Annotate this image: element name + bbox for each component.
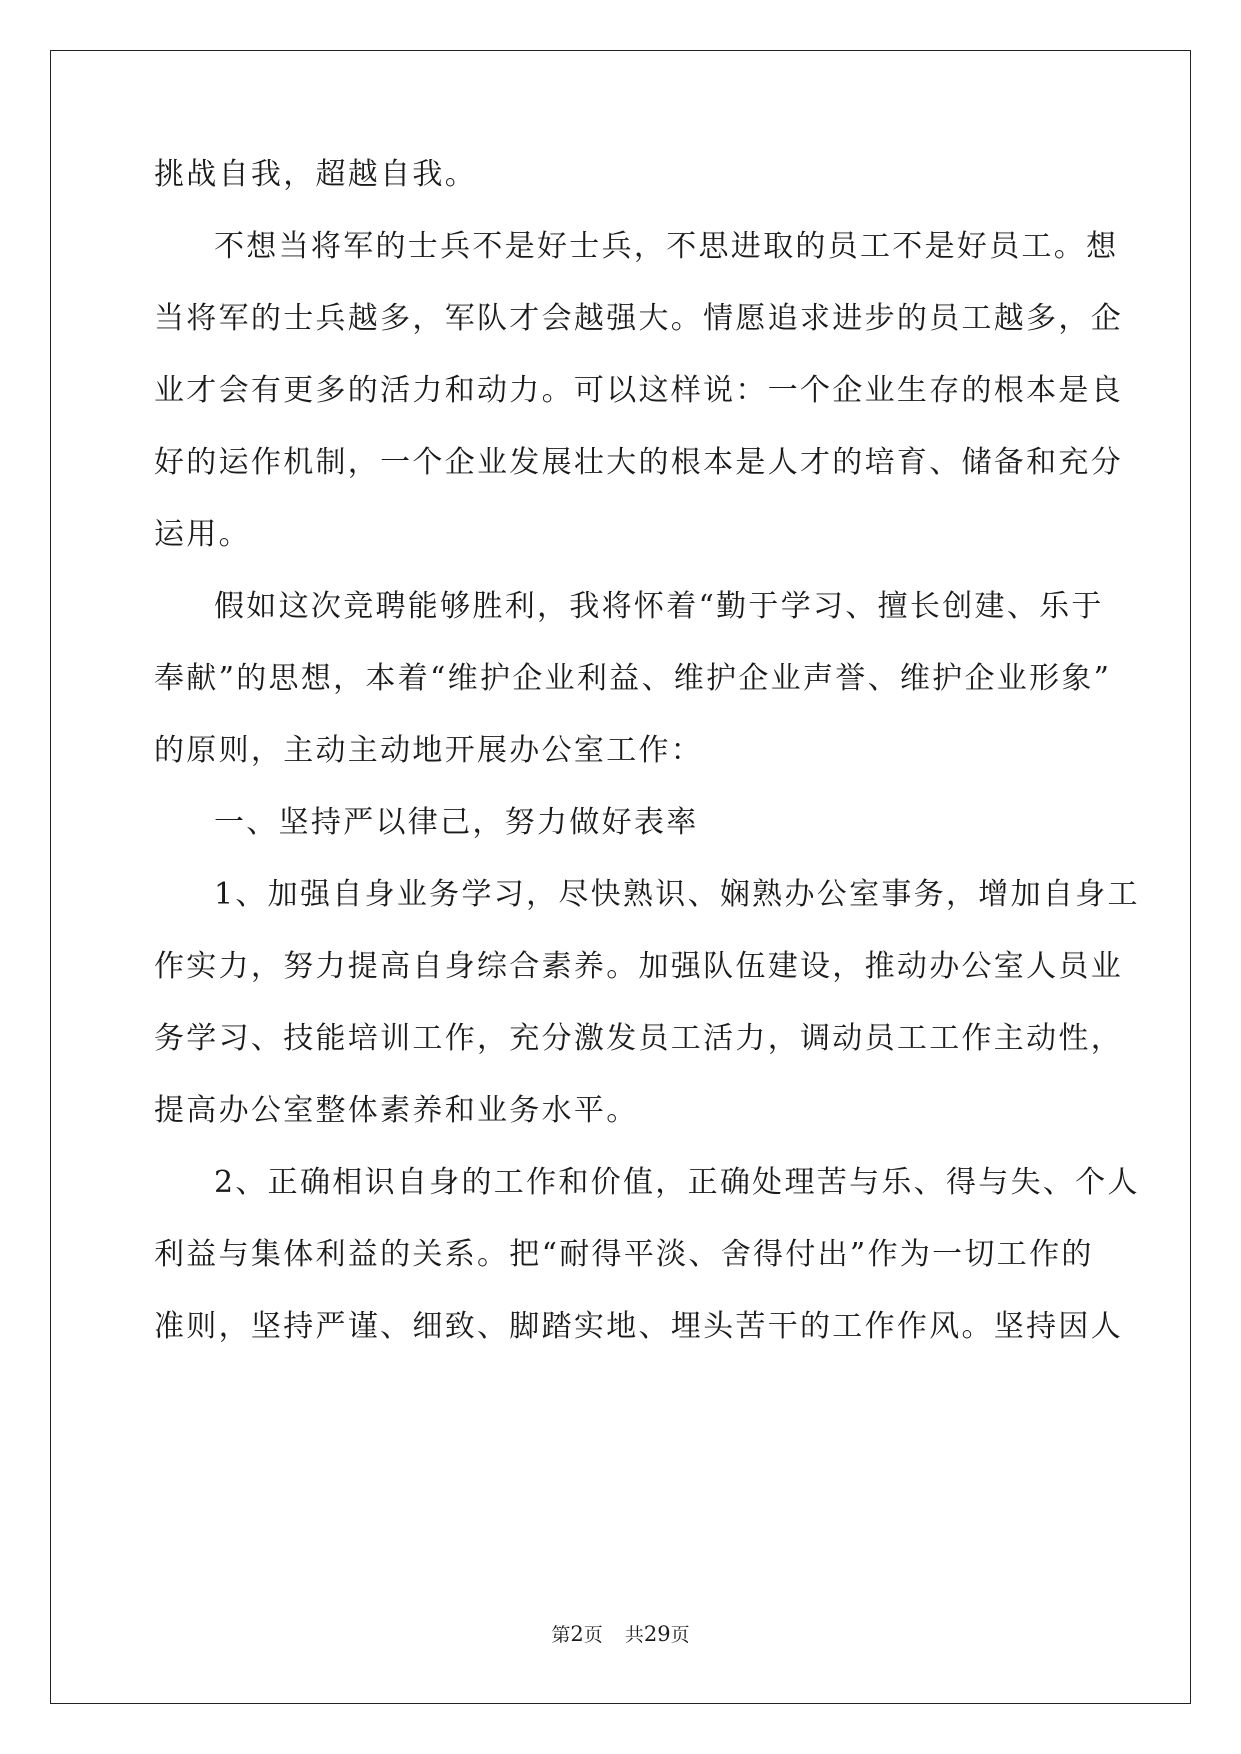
text-line: 利益与集体利益的关系。把“耐得平淡、舍得付出”作为一切工作的 bbox=[154, 1237, 1094, 1272]
text-line: 挑战自我，超越自我。 bbox=[154, 157, 477, 192]
page-number-current: 2 bbox=[570, 1622, 584, 1646]
text-line: 的原则，主动主动地开展办公室工作： bbox=[154, 733, 704, 768]
page-number-prefix: 第 bbox=[551, 1624, 571, 1646]
text-line: 奉献”的思想，本着“维护企业利益、维护企业声誉、维护企业形象” bbox=[154, 661, 1112, 696]
text-line: 2、正确相识自身的工作和价值，正确处理苦与乐、得与失、个人 bbox=[214, 1165, 1140, 1200]
text-line: 不想当将军的士兵不是好士兵，不思进取的员工不是好员工。想 bbox=[214, 229, 1119, 264]
page-total-suffix: 页 bbox=[670, 1624, 690, 1646]
text-line: 准则，坚持严谨、细致、脚踏实地、埋头苦干的工作作风。坚持因人 bbox=[154, 1309, 1123, 1344]
text-line: 当将军的士兵越多，军队才会越强大。情愿追求进步的员工越多，企 bbox=[154, 301, 1123, 336]
page-total-prefix: 共 bbox=[624, 1624, 644, 1646]
text-line: 好的运作机制，一个企业发展壮大的根本是人才的培育、储备和充分 bbox=[154, 445, 1123, 480]
text-line: 业才会有更多的活力和动力。可以这样说：一个企业生存的根本是良 bbox=[154, 373, 1123, 408]
page-footer bbox=[0, 1622, 1241, 1647]
page-number-total: 29 bbox=[643, 1622, 671, 1646]
text-line: 作实力，努力提高自身综合素养。加强队伍建设，推动办公室人员业 bbox=[154, 949, 1123, 984]
text-line: 务学习、技能培训工作，充分激发员工活力，调动员工工作主动性， bbox=[154, 1021, 1123, 1056]
section-heading: 一、坚持严以律己，努力做好表率 bbox=[214, 805, 699, 840]
page-number-suffix: 页 bbox=[583, 1624, 603, 1646]
text-line: 提高办公室整体素养和业务水平。 bbox=[154, 1093, 639, 1128]
text-line: 1、加强自身业务学习，尽快熟识、娴熟办公室事务，增加自身工 bbox=[214, 877, 1140, 912]
text-line: 假如这次竞聘能够胜利，我将怀着“勤于学习、擅长创建、乐于 bbox=[214, 589, 1104, 624]
text-line: 运用。 bbox=[154, 517, 251, 552]
